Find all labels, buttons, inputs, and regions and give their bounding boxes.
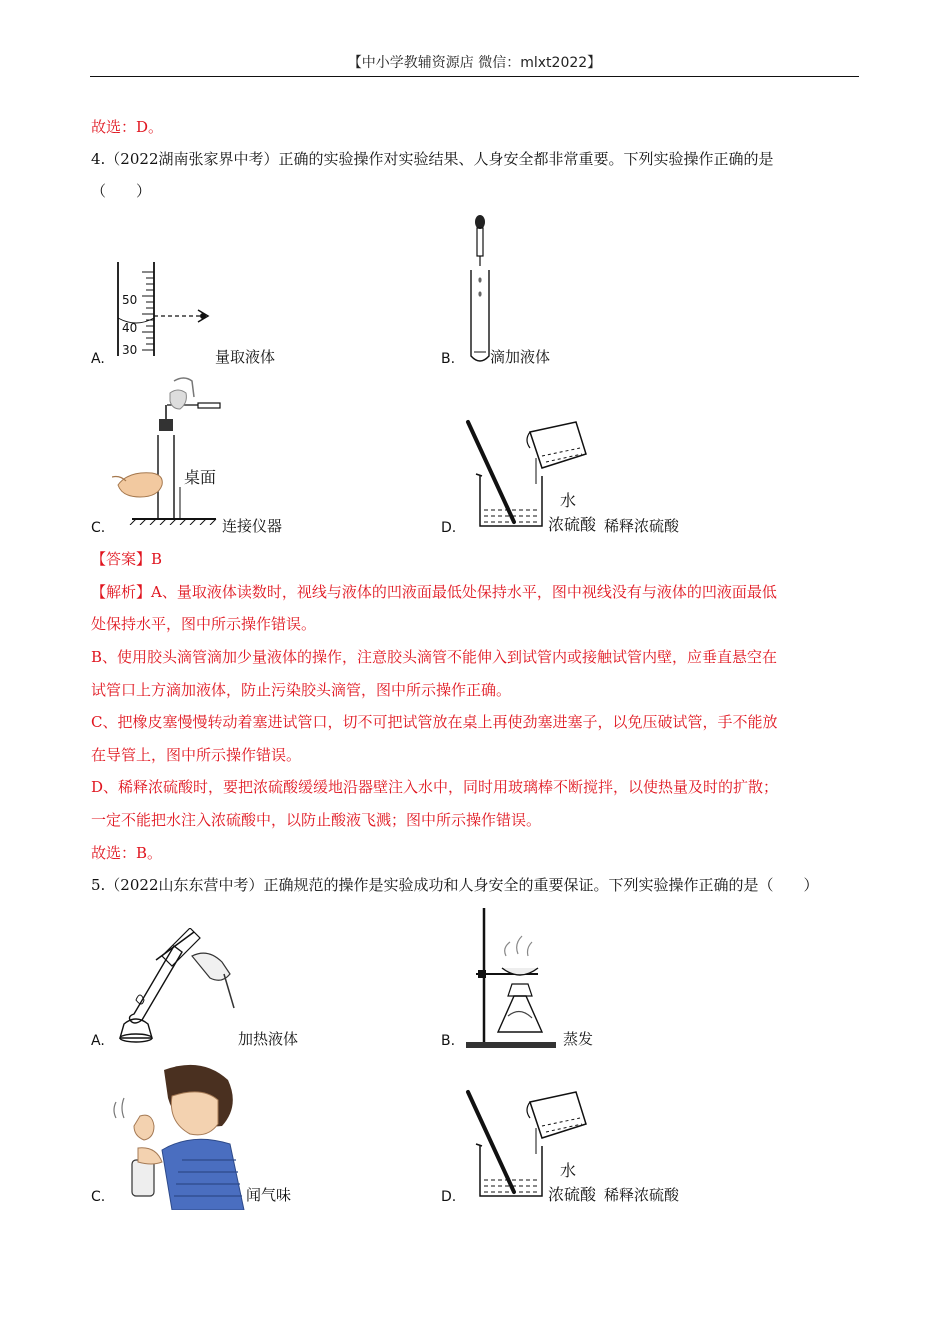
q4-stem-line2: （ ） — [91, 182, 152, 200]
table-label: 桌面 — [184, 468, 217, 487]
water-label: 水 — [560, 1161, 577, 1180]
q5-option-b-caption: 蒸发 — [563, 1030, 594, 1048]
q4-explanation-line-3: B、使用胶头滴管滴加少量液体的操作，注意胶头滴管不能伸入到试管内或接触试管内壁，应垂直悬空在 — [91, 648, 778, 666]
q5-option-b-letter: B. — [441, 1033, 456, 1049]
q4-option-d-caption: 稀释浓硫酸 — [604, 517, 680, 535]
q5-option-a-letter: A. — [91, 1033, 105, 1049]
q4-option-b-letter: B. — [441, 351, 456, 367]
q4-explanation-line-2: 处保持水平，图中所示操作错误。 — [91, 615, 317, 633]
q4-explanation-line-1: 【解析】A、量取液体读数时，视线与液体的凹液面最低处保持水平，图中视线没有与液体的凹液面最低 — [91, 583, 777, 601]
q5-option-c-letter: C. — [91, 1189, 106, 1205]
q4-figure-c-connecting-apparatus — [112, 375, 222, 525]
water-label: 水 — [560, 491, 577, 510]
q5-figure-d-dilution — [462, 1088, 602, 1206]
q5-figure-a-heating-liquid — [112, 928, 238, 1048]
q5-stem: 5.（2022山东东营中考）正确规范的操作是实验成功和人身安全的重要保证。下列实验操作正确的是（ ） — [91, 876, 819, 894]
q4-explanation-line-6: 在导管上，图中所示操作错误。 — [91, 746, 302, 764]
q4-figure-d-dilution — [462, 418, 602, 536]
q4-option-d-letter: D. — [441, 520, 457, 536]
tick-label-30: 30 — [122, 343, 138, 357]
q5-figure-c-smelling — [112, 1062, 248, 1210]
q4-option-a-caption: 量取液体 — [215, 348, 276, 366]
q5-option-d-letter: D. — [441, 1189, 457, 1205]
q5-option-a-caption: 加热液体 — [238, 1030, 299, 1048]
q4-figure-b-dropper — [460, 212, 500, 368]
q4-option-c-letter: C. — [91, 520, 106, 536]
q4-explanation-line-5: C、把橡皮塞慢慢转动着塞进试管口，切不可把试管放在桌上再使劲塞进塞子，以免压破试管，手不能放 — [91, 713, 778, 731]
tick-label-40: 40 — [122, 321, 138, 335]
q4-figure-a-graduated-cylinder — [110, 258, 220, 362]
page-header: 【中小学教辅资源店 微信：mlxt2022】 — [347, 55, 602, 71]
acid-label: 浓硫酸 — [548, 515, 597, 534]
q5-option-d-caption: 稀释浓硫酸 — [604, 1186, 680, 1204]
q5-figure-b-evaporation — [462, 906, 562, 1052]
q4-explanation-line-8: 一定不能把水注入浓硫酸中，以防止酸液飞溅；图中所示操作错误。 — [91, 811, 542, 829]
header-divider — [90, 76, 859, 77]
q4-stem-line1: 4.（2022湖南张家界中考）正确的实验操作对实验结果、人身安全都非常重要。下列实验操作正确的是 — [91, 150, 774, 168]
acid-label: 浓硫酸 — [548, 1185, 597, 1204]
tick-label-50: 50 — [122, 293, 138, 307]
q4-option-a-letter: A. — [91, 351, 105, 367]
q5-option-c-caption: 闻气味 — [246, 1186, 292, 1204]
q4-final-answer: 故选：B。 — [91, 844, 163, 862]
previous-answer: 故选：D。 — [91, 118, 164, 136]
q4-answer: 【答案】B — [91, 550, 163, 568]
q4-explanation-line-7: D、稀释浓硫酸时，要把浓硫酸缓缓地沿器壁注入水中，同时用玻璃棒不断搅拌，以使热量及时的扩散； — [91, 778, 779, 796]
q4-option-c-caption: 连接仪器 — [222, 517, 283, 535]
q4-explanation-line-4: 试管口上方滴加液体，防止污染胶头滴管，图中所示操作正确。 — [91, 681, 512, 699]
q4-option-b-caption: 滴加液体 — [490, 348, 551, 366]
